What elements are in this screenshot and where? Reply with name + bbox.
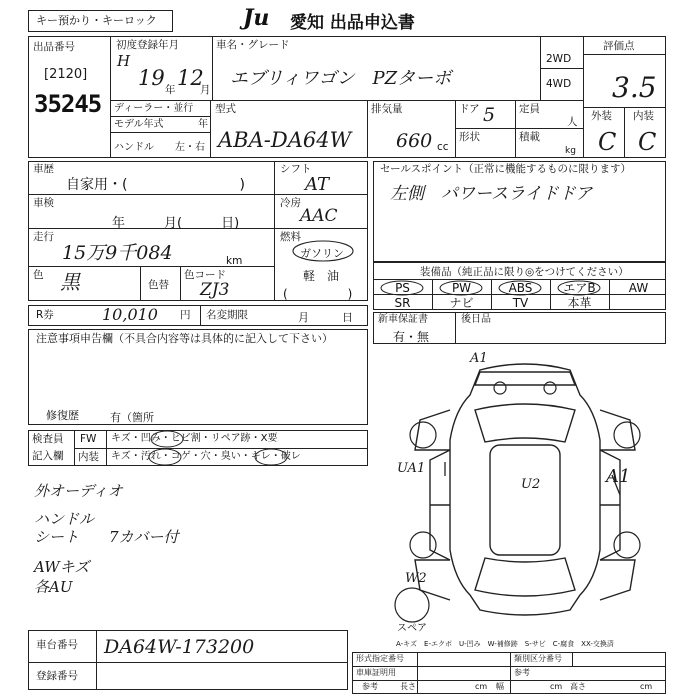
notes-label: 注意事項申告欄（不具合内容等は具体的に記入して下さい） [36,332,333,345]
ref1-label: 参考 [362,682,378,691]
car-name-value: エブリィワゴン PZターボ [230,68,452,89]
name-change-label: 名変期限 [206,309,248,321]
fuel-diesel: 軽 油 [303,269,340,283]
height-unit: cm [640,682,653,691]
ac-value: AAC [300,206,338,226]
handwritten-note: 外オーディオ [34,482,123,500]
width-label: 幅 [496,682,504,691]
evaluation-score: 3.5 [612,71,657,104]
handle-lr: 左・右 [175,142,205,153]
registration-era: H [117,52,131,70]
equipment-item2-3: 本革 [567,296,592,310]
interior-grade: C [638,128,657,156]
repair-value: 有（箇所 [110,411,154,424]
fw-dent-circle [150,430,184,448]
name-change-value: 月 日 [298,311,353,324]
chassis-value: DA64W-173200 [104,636,255,658]
fw-label: FW [80,433,97,445]
box-number: [2120] [44,67,88,82]
engine-label: 排気量 [371,103,403,115]
color-code-value: ZJ3 [200,280,230,300]
selling-points-label: セールスポイント（正常に機能するものに限ります） [380,163,632,175]
drive-4wd: 4WD [546,78,572,90]
equipment-item-1: PW [451,281,472,295]
mileage-unit: km [226,255,243,267]
exterior-grade: C [598,128,617,156]
registration-year-unit: 年 [165,84,176,96]
evaluation-label: 評価点 [603,40,635,52]
history-label: 車歴 [33,163,54,175]
equipment-item-0: PS [395,281,410,295]
key-note: キー預かり・キーロック [36,14,157,27]
handwritten-note: 各AU [34,578,73,596]
color-label: 色 [33,269,44,281]
length-label: 長さ [400,682,416,691]
warranty-label: 新車保証書 [378,314,428,325]
cert-label: 車庫証明用 [356,668,396,677]
plate-label: 登録番号 [36,670,78,682]
handwritten-note: AWキズ [34,558,90,576]
interior-items: キズ・汚れ・コゲ・穴・臭い・キレ・破レ [111,451,301,462]
int-smell-circle [254,448,288,466]
fw-items: キズ・凹み・ヒビ割・リペア跡・X要 [111,433,278,444]
category-label: 類別区分番号 [514,654,562,663]
equipment-item2-2: TV [512,296,529,310]
model-year-unit: 年 [198,119,208,130]
height-label: 高さ [570,682,586,691]
equipment-label: 装備品（純正品に限り◎をつけてください） [420,266,629,278]
color-change-label: 色替 [148,279,169,291]
engine-unit: cc [437,141,449,153]
equipment-item2-0: SR [394,296,411,310]
car-name-label: 車名・グレード [216,39,290,51]
repair-label: 修復歴 [46,409,79,422]
diagram-w2: W2 [405,571,427,586]
doors-label: ドア [459,103,480,115]
interior-items-label: 内装 [78,451,99,463]
exterior-label: 外装 [591,110,612,122]
chassis-label: 車台番号 [36,639,78,651]
later-items-label: 後日品 [461,314,491,325]
brand-logo: Ju [243,5,270,31]
width-unit: cm [550,682,563,691]
gasoline-circle [292,240,354,262]
lot-number: 35245 [34,90,102,118]
equipment-item2-1: ナビ [449,296,474,310]
registration-year: 19 [138,66,165,90]
shape-label: 形状 [459,131,480,143]
equipment-circle-1 [439,280,483,296]
model-value: ABA-DA64W [218,128,352,152]
fuel-label: 燃料 [280,231,301,243]
diagram-u2: U2 [521,477,541,492]
drive-2wd: 2WD [546,53,572,65]
registration-month-unit: 月 [200,84,211,96]
engine-value: 660 [396,130,433,152]
equipment-circle-3 [557,280,601,296]
inspector-label2: 記入欄 [32,450,64,462]
mileage-value: 15万9千084 [62,242,173,264]
selling-points-value: 左側 パワースライドドア [390,184,593,204]
recycle-label: R券 [36,309,54,321]
recycle-unit: 円 [180,309,191,321]
handle-label: ハンドル [114,142,154,153]
diagram-a1-top: A1 [470,351,488,366]
model-label: 型式 [215,103,236,115]
model-year-label: モデル年式 [114,119,164,130]
mileage-label: 走行 [33,231,54,243]
shift-label: シフト [280,163,312,175]
equipment-item-3: エアB [563,281,596,295]
listing-number-label: 出品番号 [33,41,75,53]
equipment-circle-0 [380,280,424,296]
recycle-value: 10,010 [102,305,158,324]
handwritten-note: シート 7カバー付 [34,528,179,546]
selling-points-block [373,161,666,262]
inspector-label1: 検査員 [32,433,64,445]
spare-label: スペア [397,623,427,634]
doors-value: 5 [483,104,496,126]
length-unit: cm [475,682,488,691]
capacity-unit: 人 [567,116,578,128]
registration-month: 12 [177,66,204,90]
load-label: 積載 [519,131,540,143]
diagram-a1-right: A1 [606,466,631,487]
int-dirt-circle [148,448,182,466]
interior-label: 内装 [633,110,654,122]
equipment-item-2: ABS [508,281,533,295]
shift-value: AT [305,174,330,195]
dealer-label: ディーラー・並行 [114,103,194,114]
inspection-label: 車検 [33,197,54,209]
color-value: 黒 [60,270,80,294]
equipment-circle-2 [498,280,542,296]
registration-label: 初度登録年月 [116,39,179,51]
capacity-label: 定員 [519,103,540,115]
fuel-other: ( ) [283,287,353,301]
designation-label: 形式指定番号 [356,654,404,663]
warranty-value: 有・無 [393,330,430,344]
form-title: 愛知 出品申込書 [290,13,415,33]
equipment-item-4: AW [628,281,649,295]
damage-legend: A-キズ E-エクボ U-凹み W-補修跡 S-サビ C-腐食 XX-交換済 [396,640,614,648]
ref2-label: 参考 [514,668,530,677]
fuel-gasoline: ガソリン [300,247,344,260]
history-value: 自家用・( ) [66,177,245,193]
handwritten-note: ハンドル [34,510,95,528]
color-code-label: 色コード [184,269,226,281]
load-unit: kg [565,146,576,156]
inspection-value: 年 月( 日) [112,216,240,231]
diagram-ua1: UA1 [397,461,426,476]
ac-label: 冷房 [280,197,301,209]
